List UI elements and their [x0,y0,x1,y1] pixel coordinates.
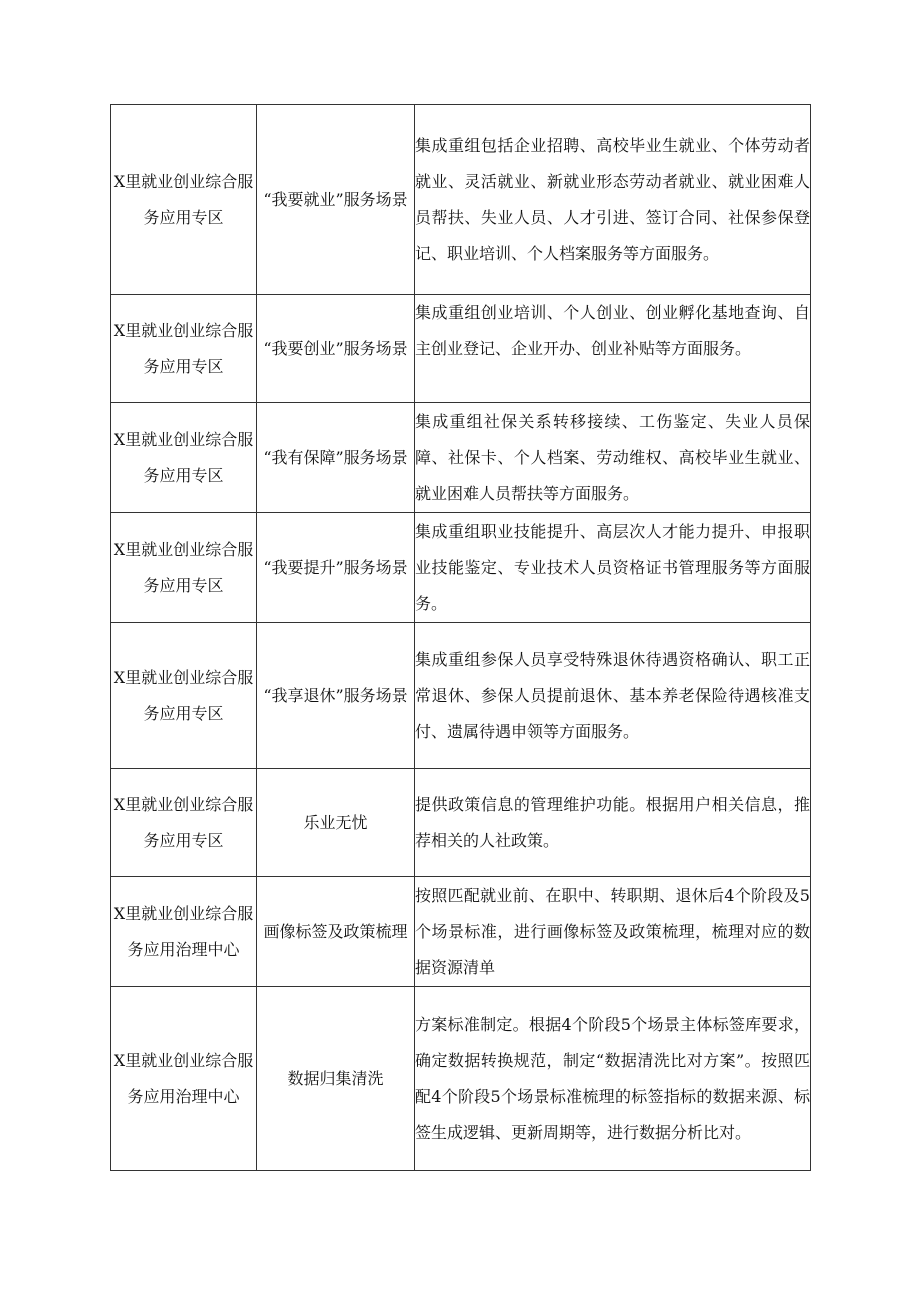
scene-cell: “我要就业”服务场景 [257,105,415,295]
desc-cell: 集成重组创业培训、个人创业、创业孵化基地查询、自主创业登记、企业开办、创业补贴等方面服务。 [415,295,811,403]
table-row [111,403,811,513]
desc-cell: 集成重组包括企业招聘、高校毕业生就业、个体劳动者就业、灵活就业、新就业形态劳动者就业、就业困难人员帮扶、失业人员、人才引进、签订合同、社保参保登记、职业培训、个人档案服务等方面服务。 [415,105,811,295]
desc-cell: 按照匹配就业前、在职中、转职期、退休后4个阶段及5个场景标准，进行画像标签及政策梳理，梳理对应的数据资源清单 [415,877,811,987]
table-row [111,769,811,877]
scene-cell: “我享退休”服务场景 [257,623,415,769]
table-row [111,295,811,403]
desc-cell: 集成重组社保关系转移接续、工伤鉴定、失业人员保障、社保卡、个人档案、劳动维权、高校毕业生就业、就业困难人员帮扶等方面服务。 [415,403,811,513]
scene-cell: 乐业无忧 [257,769,415,877]
area-cell: X里就业创业综合服务应用专区 [111,623,257,769]
table-row [111,513,811,623]
scene-cell: “我要创业”服务场景 [257,295,415,403]
desc-cell: 集成重组职业技能提升、高层次人才能力提升、申报职业技能鉴定、专业技术人员资格证书管理服务等方面服务。 [415,513,811,623]
desc-cell: 方案标准制定。根据4个阶段5个场景主体标签库要求，确定数据转换规范，制定“数据清洗比对方案”。按照匹配4个阶段5个场景标准梳理的标签指标的数据来源、标签生成逻辑、更新周期等，进行数据分析比对。 [415,987,811,1171]
scene-cell: 画像标签及政策梳理 [257,877,415,987]
desc-cell: 集成重组参保人员享受特殊退休待遇资格确认、职工正常退休、参保人员提前退休、基本养老保险待遇核准支付、遗属待遇申领等方面服务。 [415,623,811,769]
table-row [111,105,811,295]
desc-cell: 提供政策信息的管理维护功能。根据用户相关信息，推荐相关的人社政策。 [415,769,811,877]
table-row [111,877,811,987]
area-cell: X里就业创业综合服务应用专区 [111,403,257,513]
table-row [111,987,811,1171]
scene-cell: “我有保障”服务场景 [257,403,415,513]
area-cell: X里就业创业综合服务应用治理中心 [111,877,257,987]
area-cell: X里就业创业综合服务应用专区 [111,105,257,295]
area-cell: X里就业创业综合服务应用专区 [111,513,257,623]
table-row [111,623,811,769]
scene-cell: “我要提升”服务场景 [257,513,415,623]
area-cell: X里就业创业综合服务应用治理中心 [111,987,257,1171]
scene-cell: 数据归集清洗 [257,987,415,1171]
area-cell: X里就业创业综合服务应用专区 [111,769,257,877]
service-table [110,104,811,1171]
area-cell: X里就业创业综合服务应用专区 [111,295,257,403]
